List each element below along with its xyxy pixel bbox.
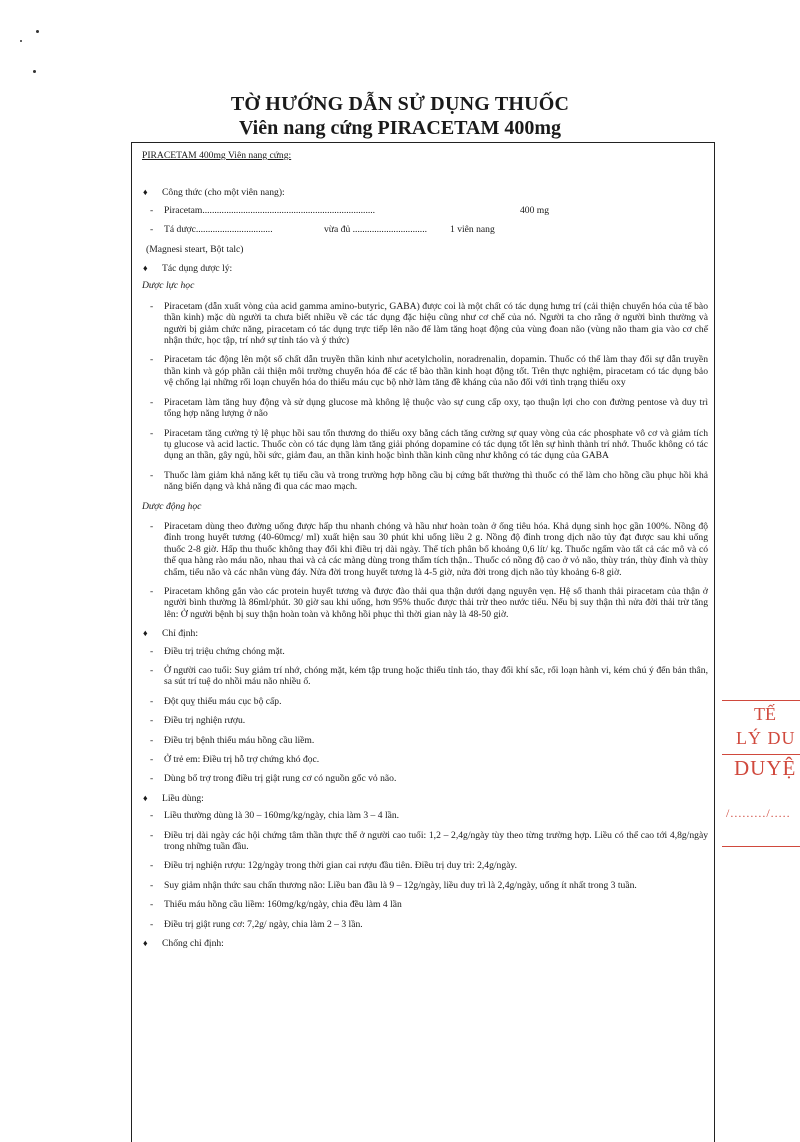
paragraph-text: Piracetam dùng theo đường uống được hấp thu nhanh chóng và hầu như hoàn toàn ở ống tiêu hóa. Khả dụng sinh học gần 100%. Nồng độ đỉnh trong huyết tương (40-60mcg/ ml) xuất hiện sau 30 phút khi uống liều 2 g. Nồng độ đỉnh trong dịch não tủy đạt được sau khi uống thuốc 2-8 giờ. Hấp thu thuốc không thay đổi khi điều trị dài ngày. Thể tích phân bố khoảng 0,6 lít/ kg. Thuốc ngấm vào tất cả các mô và có thể qua hàng rào máu não, nhau thai và cả các màng dùng trong thẩm tích thận.. Thuốc có nồng độ cao ở vỏ não, thùy trán, thùy đỉnh và thùy chẩm, tiểu não và các nhân vùng đáy. Nửa đời trong huyết tương là 4-5 giờ, nửa đời trong dịch não tủy khoảng 6-8 giờ. <box>164 520 708 578</box>
dash-icon: - <box>150 396 154 408</box>
paragraph-item <box>142 301 708 347</box>
dash-icon: - <box>150 224 154 236</box>
paragraph-text: Piracetam tăng cường tỷ lệ phục hồi sau tổn thương do thiếu oxy bằng cách tăng cường sự quay vòng của các phosphate vô cơ và giảm tích tụ glucose và acid lactic. Thuốc còn có tác dụng làm tăng giải phóng dopamine có tác dụng tốt lên sự hình thành trí nhớ. Thuốc không có tác dụng an thần, gây ngủ, hồi sức, giảm đau, an thần kinh hoặc bình thần kinh cũng như không có tác dụng của GABA <box>164 427 708 462</box>
stamp-text: DUYỆ <box>734 756 797 780</box>
diamond-bullet-icon: ♦ <box>143 792 148 803</box>
dash-icon: - <box>150 427 154 439</box>
list-item <box>142 754 708 765</box>
dash-icon: - <box>150 860 154 872</box>
paragraph-item <box>142 428 708 462</box>
diamond-bullet-icon: ♦ <box>143 263 148 274</box>
list-item <box>142 880 708 891</box>
dash-icon: - <box>150 695 154 707</box>
dash-icon: - <box>150 300 154 312</box>
section-title: Chống chỉ định: <box>162 938 224 950</box>
scan-speck <box>33 70 36 73</box>
list-item <box>142 810 708 821</box>
ingredient-amount: 1 viên nang <box>450 224 495 236</box>
paragraph-text: Piracetam (dẫn xuất vòng của acid gamma amino-butyric, GABA) được coi là một chất có tác dụng hưng trí (cải thiện chuyển hóa của tế bào thần kinh) mặc dù người ta chưa biết nhiều về các tác dụng đặc hiệu cũng như cơ chế của nó. Người ta cho rằng ở người bình thường và người bị giảm chức năng, piracetam có tác dụng trực tiếp lên não để làm tăng hoạt động của vùng đoan não (vùng não tham gia vào cơ chế nhận thức, học tập, trí nhớ sự tỉnh táo và ý thức) <box>164 300 708 347</box>
product-line: PIRACETAM 400mg Viên nang cứng: <box>142 150 292 161</box>
excipient-note: (Magnesi steart, Bột talc) <box>146 243 244 255</box>
dash-icon: - <box>150 899 154 911</box>
dash-icon: - <box>150 645 154 657</box>
stamp-border-line <box>722 754 800 755</box>
approval-stamp-fragment <box>722 700 800 850</box>
section-title: Công thức (cho một viên nang): <box>162 187 285 199</box>
pharmacokinetics-title: Dược động học <box>142 500 202 512</box>
list-item-text: Điều trị bệnh thiếu máu hồng cầu liềm. <box>164 734 315 746</box>
diamond-bullet-icon: ♦ <box>143 938 148 949</box>
list-item-text: Suy giảm nhận thức sau chấn thương não: Liều ban đầu là 9 – 12g/ngày, liều duy trì là 2,4g/ngày, uống ít nhất trong 3 tuần. <box>164 879 637 891</box>
stamp-text: LÝ DU <box>736 728 796 748</box>
list-item <box>142 773 708 784</box>
contraindications-heading <box>142 938 708 949</box>
pharmacology-heading <box>142 263 708 274</box>
dash-icon: - <box>150 204 154 216</box>
list-item <box>142 899 708 910</box>
composition-heading <box>142 187 708 198</box>
list-item <box>142 646 708 657</box>
paragraph-text: Piracetam không gắn vào các protein huyết tương và được đào thải qua thận dưới dạng nguyên vẹn. Hệ số thanh thải piracetam của thận ở người bình thường là 86ml/phút. 30 giờ sau khi uống, hơn 95% thuốc được thải trừ theo nước tiểu. Nếu bị suy thận thì nửa đời thải trừ tăng lên: Ở người bệnh bị suy thận hoàn toàn và không hồi phục thì thời gian này là 48-50 giờ. <box>164 585 708 620</box>
list-item-text: Ở trẻ em: Điều trị hỗ trợ chứng khó đọc. <box>164 754 320 766</box>
section-title: Liều dùng: <box>162 792 204 804</box>
dash-icon: - <box>150 665 154 676</box>
list-item-text: Điều trị nghiện rượu. <box>164 715 246 727</box>
indications-heading <box>142 628 708 639</box>
list-item-text: Liều thường dùng là 30 – 160mg/kg/ngày, chia làm 3 – 4 lần. <box>164 810 400 822</box>
list-item-text: Ở người cao tuổi: Suy giảm trí nhớ, chóng mặt, kém tập trung hoặc thiếu tỉnh táo, thay đổi khí sắc, rối loạn hành vi, kém chú ý đến bản thân, sa sút trí tuệ do nhồi máu não nhiều ổ. <box>164 665 708 688</box>
diamond-bullet-icon: ♦ <box>143 628 148 639</box>
dash-icon: - <box>150 734 154 746</box>
list-item <box>142 919 708 930</box>
paragraph-item <box>142 521 708 578</box>
list-item-text: Thiếu máu hồng cầu liềm: 160mg/kg/ngày, chia đều làm 4 lần <box>164 899 402 911</box>
ingredient-row <box>142 224 708 235</box>
dash-icon: - <box>150 879 154 891</box>
scan-speck <box>36 30 39 33</box>
document-title: TỜ HƯỚNG DẪN SỬ DỤNG THUỐC <box>230 93 570 115</box>
list-item-text: Dùng bổ trợ trong điều trị giật rung cơ có nguồn gốc vỏ não. <box>164 773 397 785</box>
document-subtitle: Viên nang cứng PIRACETAM 400mg <box>238 117 561 139</box>
section-title: Chỉ định: <box>162 628 198 640</box>
list-item-text: Điều trị nghiện rượu: 12g/ngày trong thời gian cai rượu đầu tiên. Điều trị duy trì: 2,4g/ngày. <box>164 860 517 872</box>
paragraph-text: Piracetam làm tăng huy động và sử dụng glucose mà không lệ thuộc vào sự cung cấp oxy, tạo thuận lợi cho con đường pentose và duy trì tổng hợp năng lượng ở não <box>164 396 708 420</box>
stamp-border-line <box>722 700 800 701</box>
ingredient-amount: 400 mg <box>520 204 550 216</box>
ingredient-name: Piracetam........................................................................ <box>164 204 376 216</box>
ingredient-name: Tá dược................................ <box>164 224 273 236</box>
stamp-text: /........./..... <box>726 806 791 820</box>
dash-icon: - <box>150 520 154 532</box>
dash-icon: - <box>150 754 154 766</box>
diamond-bullet-icon: ♦ <box>143 187 148 198</box>
list-item-text: Điều trị triệu chứng chóng mặt. <box>164 645 285 657</box>
pharmacodynamics-title: Dược lực học <box>142 280 195 292</box>
dash-icon: - <box>150 810 154 822</box>
list-item-text: Điều trị giật rung cơ: 7,2g/ ngày, chia làm 2 – 3 lần. <box>164 918 363 930</box>
paragraph-item <box>142 470 708 493</box>
paragraph-text: Piracetam tác động lên một số chất dẫn truyền thần kinh như acetylcholin, noradrenalin, dopamin. Thuốc có thể làm thay đổi sự dẫn truyền thần kinh và góp phần cải thiện môi trường chuyển hóa để các tế bào thần kinh hoạt động tốt. Trên thực nghiệm, piracetam có tác dụng bảo vệ chống lại những rối loạn chuyển hóa do thiếu máu cục bộ nhờ làm tăng đề kháng của não đối với tình trạng thiếu oxy <box>164 354 708 389</box>
leaflet-body <box>142 150 708 956</box>
paragraph-item <box>142 354 708 388</box>
dash-icon: - <box>150 829 154 841</box>
list-item <box>142 830 708 853</box>
list-item <box>142 696 708 707</box>
stamp-text: TẾ <box>754 704 776 724</box>
list-item <box>142 665 708 688</box>
dash-icon: - <box>150 585 154 597</box>
list-item <box>142 735 708 746</box>
dash-icon: - <box>150 354 154 366</box>
ingredient-qualifier: vừa đủ ............................... <box>324 224 427 236</box>
paragraph-item <box>142 586 708 620</box>
stamp-border-line <box>722 846 800 847</box>
section-title: Tác dụng dược lý: <box>162 263 233 275</box>
scan-speck <box>20 40 22 42</box>
dash-icon: - <box>150 715 154 727</box>
dash-icon: - <box>150 773 154 785</box>
list-item <box>142 860 708 871</box>
list-item-text: Điều trị dài ngày các hội chứng tâm thần thực thể ở người cao tuổi: 1,2 – 2,4g/ngày tùy theo từng trường hợp. Liều có thể cao tới 4,8g/ngày trong những tuần đầu. <box>164 829 708 853</box>
paragraph-text: Thuốc làm giảm khả năng kết tụ tiểu cầu và trong trường hợp hồng cầu bị cứng bất thường thì thuốc có thể làm cho hồng cầu phục hồi khả năng biến dạng và khả năng đi qua các mao mạch. <box>164 469 708 493</box>
dash-icon: - <box>150 469 154 481</box>
ingredient-row <box>142 205 708 216</box>
dash-icon: - <box>150 918 154 930</box>
list-item <box>142 715 708 726</box>
dosage-heading <box>142 793 708 804</box>
paragraph-item <box>142 397 708 420</box>
list-item-text: Đột quỵ thiếu máu cục bộ cấp. <box>164 695 282 707</box>
